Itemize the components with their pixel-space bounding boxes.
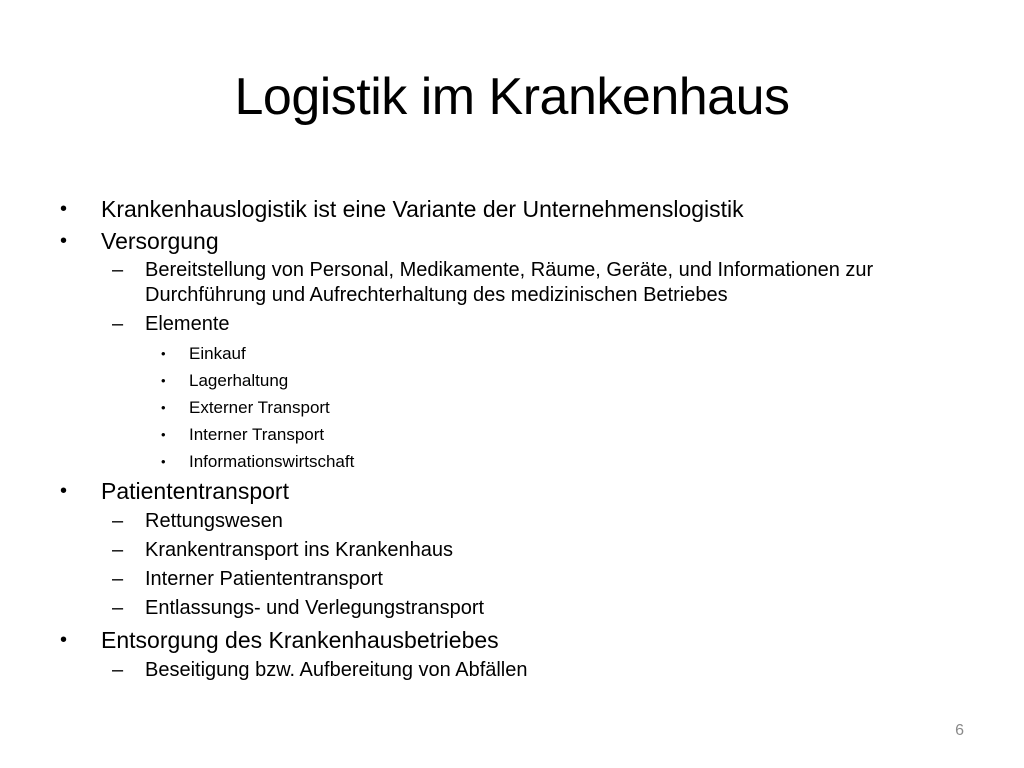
- list-item-text: Beseitigung bzw. Aufbereitung von Abfällen: [145, 659, 528, 681]
- list-item-text: Einkauf: [189, 344, 246, 363]
- list-item: [56, 367, 986, 394]
- dash-marker: –: [112, 313, 124, 335]
- list-item: [56, 448, 986, 475]
- dash-marker: –: [112, 510, 124, 532]
- dash-marker: –: [112, 597, 124, 619]
- bullet-marker: •: [161, 427, 166, 442]
- bullet-marker: •: [60, 230, 68, 252]
- list-item: [56, 475, 986, 507]
- list-item: [56, 225, 986, 257]
- dash-marker: –: [112, 539, 124, 561]
- list-item: [56, 193, 986, 225]
- list-item-text: Versorgung: [101, 228, 219, 254]
- list-item-text: Elemente: [145, 313, 230, 335]
- list-item: [56, 566, 986, 592]
- list-item-text: Entsorgung des Krankenhausbetriebes: [101, 627, 499, 653]
- list-item-text: Krankenhauslogistik ist eine Variante der Unternehmenslogistik: [101, 196, 744, 222]
- list-item: [56, 394, 986, 421]
- page-number: 6: [955, 722, 964, 739]
- bullet-marker: •: [60, 629, 68, 651]
- list-item-text: Externer Transport: [189, 398, 330, 417]
- bullet-marker: •: [60, 198, 68, 220]
- bullet-marker: •: [161, 346, 166, 361]
- list-item-text: Bereitstellung von Personal, Medikamente, Räume, Geräte, und Informationen zur Durchführung und Aufrechterhaltung des medizinischen Betriebes: [145, 259, 874, 306]
- bullet-marker: •: [161, 400, 166, 415]
- bullet-marker: •: [60, 480, 68, 502]
- list-item: [56, 537, 986, 563]
- bullet-marker: •: [161, 373, 166, 388]
- list-item: [56, 624, 986, 656]
- list-item-text: Interner Transport: [189, 425, 325, 444]
- list-item: [56, 595, 986, 621]
- list-item: [56, 340, 986, 367]
- list-item-text: Krankentransport ins Krankenhaus: [145, 539, 453, 561]
- list-item-text: Informationswirtschaft: [189, 452, 355, 471]
- dash-marker: –: [112, 259, 124, 281]
- list-item-text: Interner Patiententransport: [145, 568, 383, 590]
- list-item-text: Patiententransport: [101, 478, 289, 504]
- list-item: [56, 311, 986, 337]
- dash-marker: –: [112, 659, 124, 681]
- list-item: [56, 508, 986, 534]
- bullet-list: [56, 193, 986, 686]
- dash-marker: –: [112, 568, 124, 590]
- list-item-text: Rettungswesen: [145, 510, 283, 532]
- slide-title: Logistik im Krankenhaus: [234, 68, 790, 126]
- list-item: [56, 258, 986, 308]
- bullet-marker: •: [161, 454, 166, 469]
- list-item: [56, 657, 986, 683]
- list-item-text: Lagerhaltung: [189, 371, 289, 390]
- list-item: [56, 421, 986, 448]
- list-item-text: Entlassungs- und Verlegungstransport: [145, 597, 485, 619]
